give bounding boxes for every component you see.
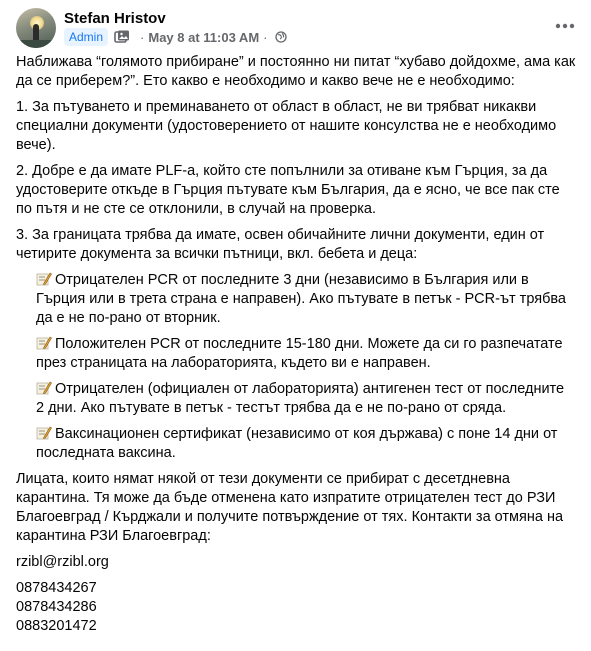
- document-text-4: Ваксинационен сертификат (независимо от коя държава) с поне 14 дни от последната ваксина.: [36, 426, 558, 461]
- meta-separator: ·: [263, 29, 268, 45]
- more-options-icon[interactable]: [553, 16, 577, 36]
- document-item-1: [16, 271, 576, 328]
- contact-phone: 0878434286: [16, 599, 97, 615]
- post-body: [16, 53, 576, 636]
- document-item-4: [16, 425, 576, 463]
- memo-icon: [36, 381, 52, 395]
- document-text-3: Отрицателен (официален от лабораторията) антигенен тест от последните 2 дни. Ако пътувате в петък - тестът трябва да е не по-рано от сряда.: [36, 381, 565, 416]
- photo-gallery-icon: [114, 30, 130, 44]
- document-text-1: Отрицателен PCR от последните 3 дни (независимо в България или в Гърция или в трета страна е направен). Ако пътувате в петък - PCR-ът трябва да е не по-рано от вторник.: [36, 272, 566, 326]
- avatar-ground: [16, 40, 56, 48]
- memo-icon: [36, 336, 52, 350]
- memo-icon: [36, 426, 52, 440]
- meta-separator: ·: [140, 29, 145, 45]
- memo-icon: [36, 272, 52, 286]
- document-text-2: Положителен PCR от последните 15-180 дни. Можете да си го разпечатате през страницата на лабораторията, където ви е направен.: [36, 336, 563, 371]
- avatar[interactable]: [16, 8, 56, 48]
- contact-email: rzibl@rzibl.org: [16, 554, 109, 570]
- post-timestamp[interactable]: May 8 at 11:03 AM: [148, 29, 260, 45]
- post-point-1: 1. За пътуването и преминаването от област в област, не ви трябват никакви специални документи (удостоверението от нашите консулства не е необходимо вече).: [16, 99, 557, 153]
- admin-badge[interactable]: Admin: [64, 28, 108, 46]
- post-point-2: 2. Добре е да имате PLF-а, който сте попълнили за отиване към Гърция, за да удостоверите откъде в Гърция пътувате към България, да е ясно, че все пак сте по пътя и не сте се отклонили, в случай на проверка.: [16, 163, 560, 217]
- contact-phone: 0878434267: [16, 580, 97, 596]
- post-meta: [64, 28, 287, 46]
- post-quarantine: Лицата, които нямат някой от тези документи се прибират с десетдневна карантина. Тя може да бъде отменена като изпратите отрицателен тест до РЗИ Благоевград / Кърджали и получите потвърждение от тях. Контакти за отмяна на карантина РЗИ Благоевград:: [16, 471, 564, 544]
- document-item-3: [16, 380, 576, 418]
- contact-phone: 0883201472: [16, 618, 97, 634]
- post-header: [16, 8, 591, 48]
- author-name[interactable]: Stefan Hristov: [64, 10, 166, 27]
- post-point-3: 3. За границата трябва да имате, освен обичайните лични документи, един от четирите документа за всички пътници, вкл. бебета и деца:: [16, 227, 545, 262]
- document-item-2: [16, 335, 576, 373]
- post-intro: Наближава “голямото прибиране” и постоянно ни питат “хубаво дойдохме, ама как да се приберем?”. Ето какво е необходимо и какво вече не е необходимо:: [16, 54, 576, 89]
- public-globe-icon: [275, 31, 287, 43]
- contact-phones: [16, 579, 576, 636]
